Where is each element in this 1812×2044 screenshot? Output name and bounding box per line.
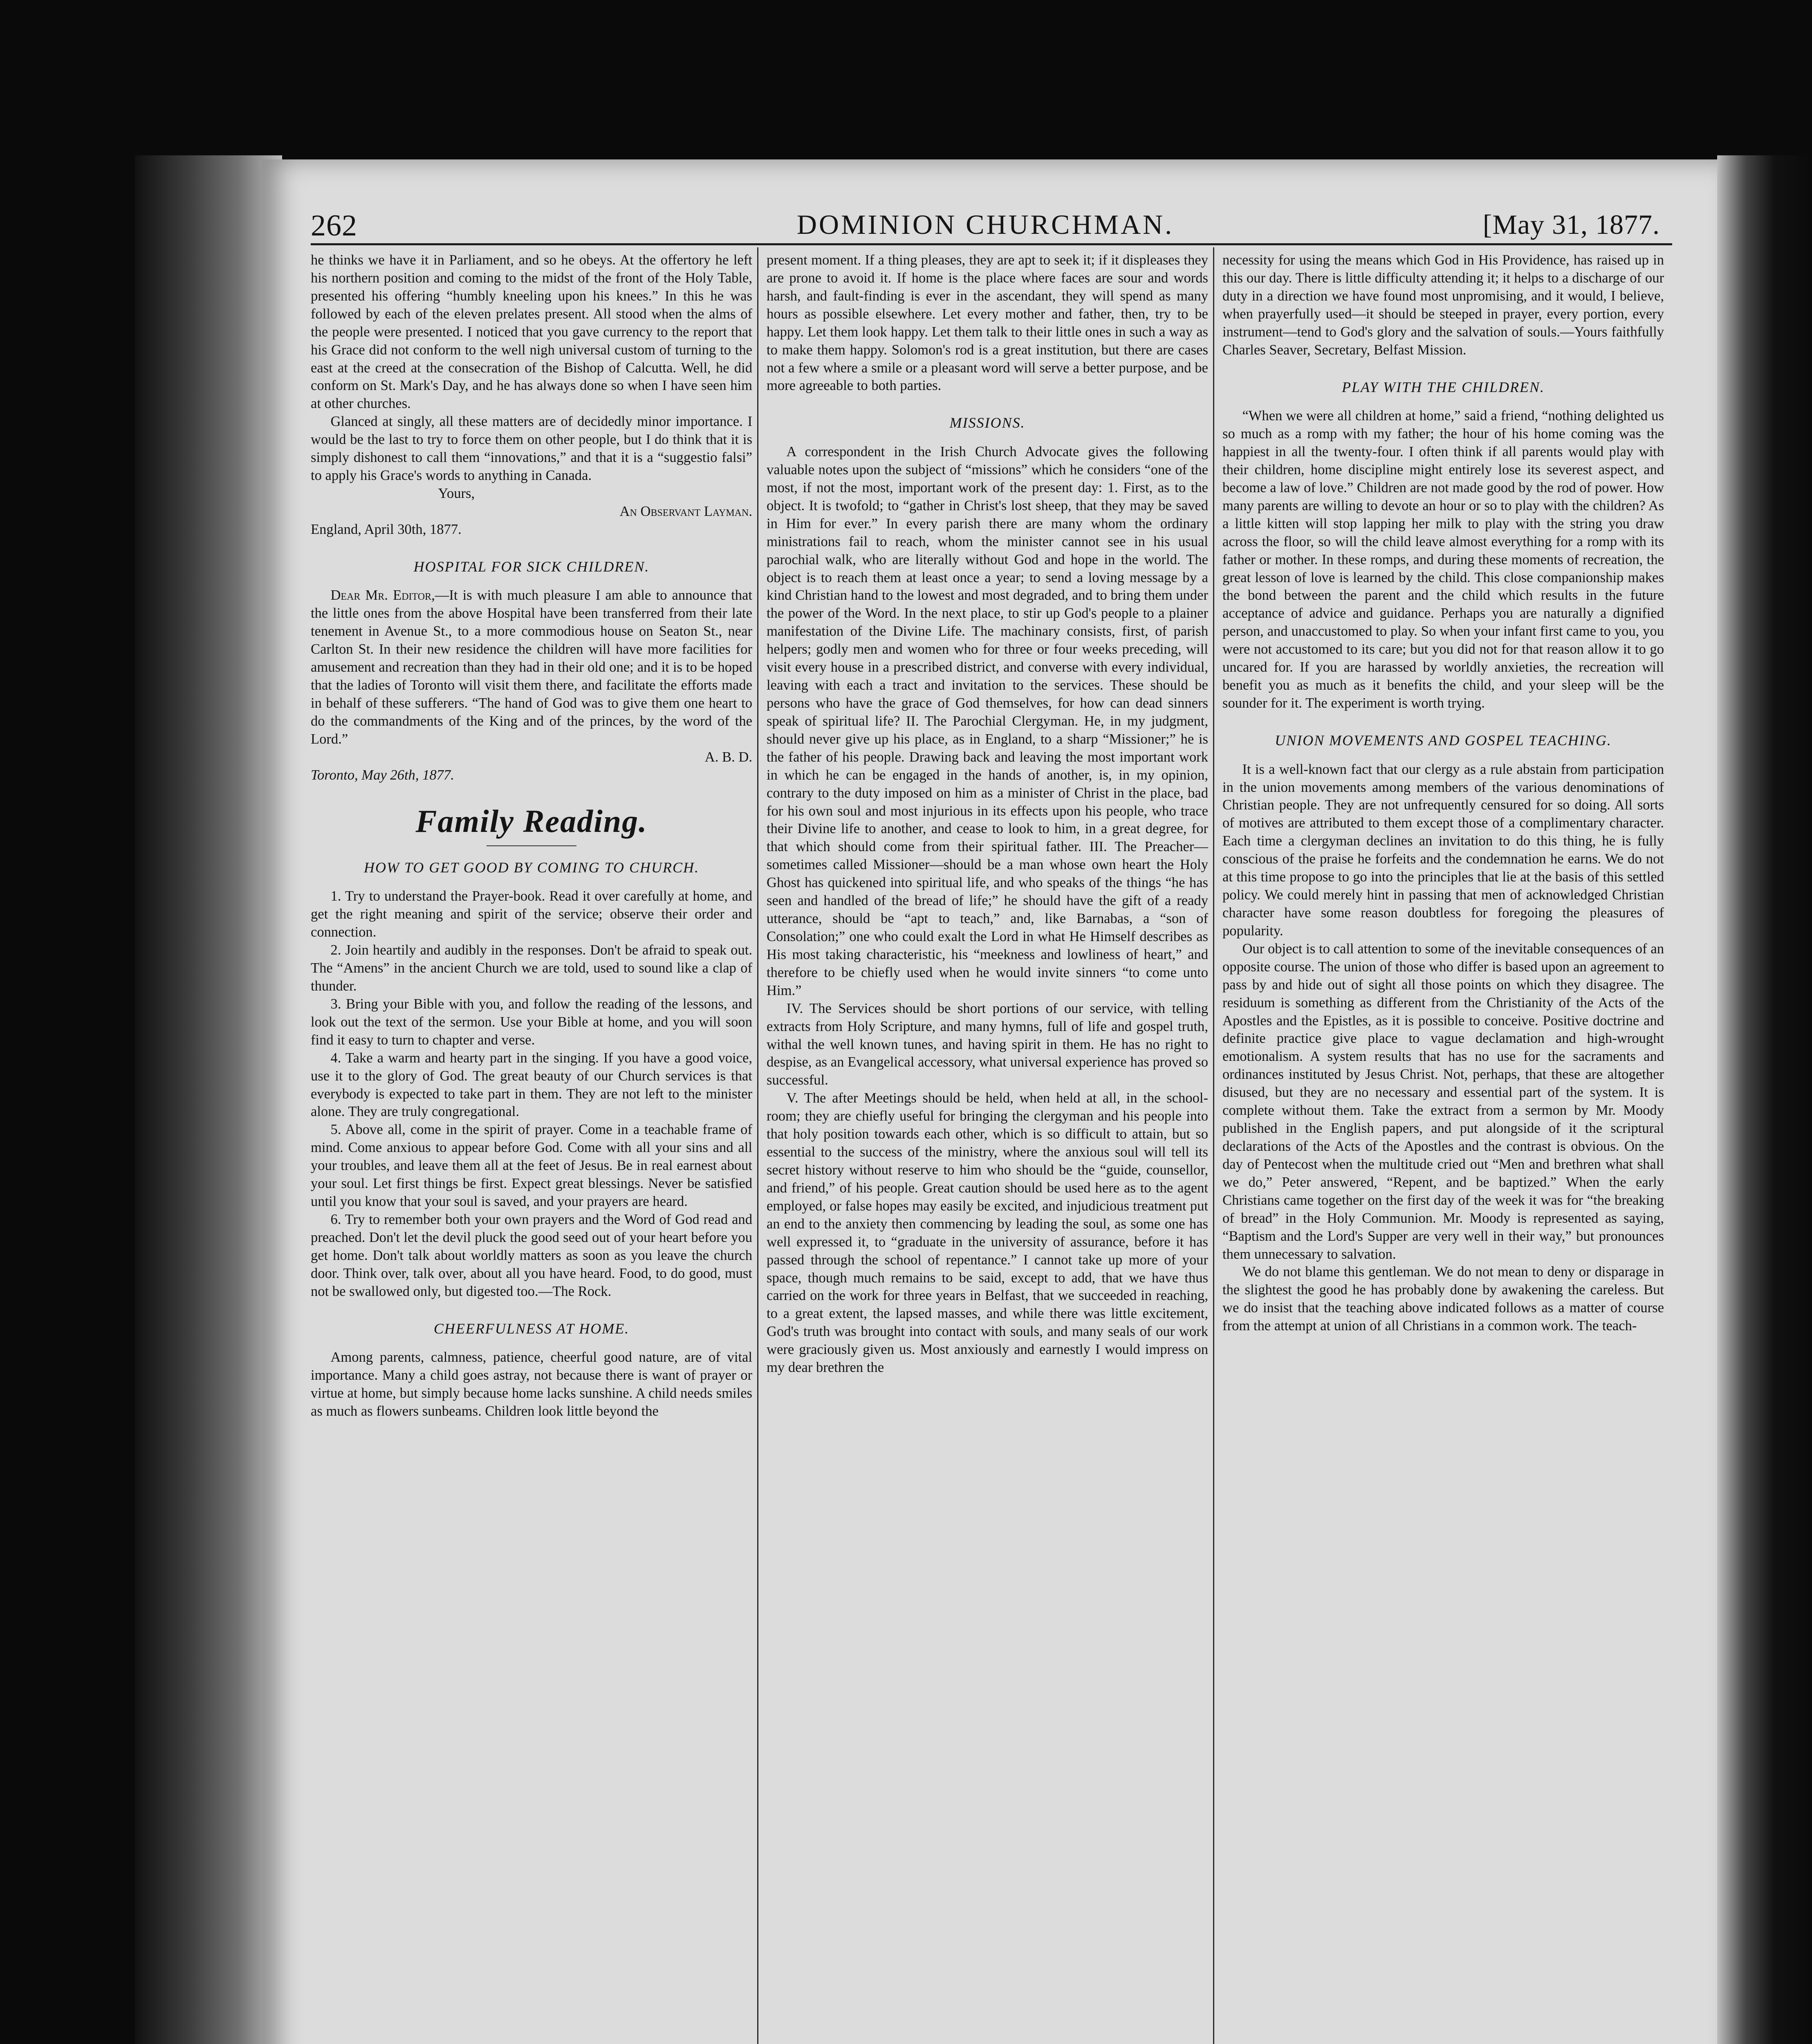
article-paragraph: “When we were all children at home,” said a friend, “nothing delighted us so much as a romp with my father; the hour of his home coming was the happiest in all the twenty-four. I often think if all parents would play with their children, home discipline might entirely lose its severest aspect, and become a law of love.” Children are not made good by the rod of power. How many parents are willing to devote an hour or so to play with the children? As a little kitten will stop lapping her milk to play with the string you draw across the floor, so will the child leave almost everything for a romp with its father or mother. In these romps, and during these moments of recreation, the great lesson of love is learned by the child. This close companionship makes the bond between the parent and the child which results in the future acceptance of advice and guidance. Perhaps you are naturally a dignified person, and unaccustomed to play. So when your infant first came to you, you were not accustomed to its care; but you did not for that reason allow it to go uncared for. If you are harassed by worldly anxieties, the recreation will benefit you as much as it benefits the child, and your sleep will be the sounder for it. The experiment is worth trying. <box>1222 408 1664 711</box>
letter-signature: An Observant Layman. <box>619 503 752 519</box>
letter-dateline: England, April 30th, 1877. <box>311 521 462 537</box>
section-heading: HOW TO GET GOOD BY COMING TO CHURCH. <box>363 859 700 876</box>
article-paragraph: V. The after Meetings should be held, when held at all, in the school-room; they are chiefly useful for bringing the clergyman and his people into that holy position towards each other, which is so difficult to attain, but so essential to the success of the ministry, where the anxious soul will tell its secret history without reserve to him who should be the “guide, counsellor, and friend,” of his people. Great caution should be used here as to the agent employed, or false hopes may easily be excited, and injudicious treatment put an end to the anxiety then commencing by leading the soul, as some one has well expressed it, to “graduate in the university of assurance, before it has passed through the school of repentance.” I cannot take up more of your space, though much remains to be said, except to add, that we have thus carried on the work for three years in Belfast, that we succeeded in reaching, to a great extent, the lapsed masses, and while there was little excitement, God's truth was brought into contact with souls, and many seals of our work were graciously given us. Most anxiously and earnestly I would impress on my dear brethren the <box>767 1090 1208 1376</box>
section-heading: CHEERFULNESS AT HOME. <box>433 1320 630 1337</box>
numbered-item: 3. Bring your Bible with you, and follow the reading of the lessons, and look out the text of the sermon. Use your Bible at home, and you will soon find it easy to turn to chapter and verse. <box>311 996 752 1048</box>
newspaper-page <box>262 159 1717 2044</box>
salutation: Dear Mr. Editor, <box>330 587 435 603</box>
issue-date: [May 31, 1877. <box>1482 209 1660 240</box>
family-reading-title: Family Reading. <box>415 803 648 839</box>
numbered-item: 2. Join heartily and audibly in the responses. Don't be afraid to speak out. The “Amens” in the ancient Church we are told, used to sound like a clap of thunder. <box>311 942 752 994</box>
column-divider <box>757 247 758 2044</box>
column-2 <box>767 251 1208 1377</box>
section-heading: HOSPITAL FOR SICK CHILDREN. <box>413 558 650 575</box>
book-binding-shadow <box>135 155 282 2044</box>
article-paragraph: Among parents, calmness, patience, cheerful good nature, are of vital importance. Many a child goes astray, not because there is want of prayer or virtue at home, but simply because home lacks sunshine. A child needs smiles as much as flowers sunbeams. Children look little beyond the <box>311 1349 752 1419</box>
numbered-item: 6. Try to remember both your own prayers and the Word of God read and preached. Don't let the devil pluck the good seed out of your heart before you get home. Don't talk about worldly matters as soon as you leave the church door. Think over, talk over, about all you have heard. Food, to do good, must not be swallowed only, but digested too.—The Rock. <box>311 1211 752 1299</box>
column-3 <box>1222 251 1664 1335</box>
column-1 <box>311 251 752 1421</box>
letter-paragraph: he thinks we have it in Parliament, and so he obeys. At the offertory he left his northern position and coming to the midst of the front of the Holy Table, presented his offering “humbly kneeling upon his knees.” In this he was followed by each of the eleven prelates present. All stood when the alms of the people were presented. I noticed that you gave currency to the report that his Grace did not conform to the well nigh universal custom of turning to the east at the creed at the consecration of the Bishop of Calcutta. Well, he did conform on St. Mark's Day, and he has always done so when I have seen him at other churches. <box>311 252 752 412</box>
section-heading: MISSIONS. <box>949 415 1025 431</box>
facing-page-edge <box>1717 155 1812 2044</box>
article-paragraph: It is a well-known fact that our clergy as a rule abstain from participation in the union movements among members of the various denominations of Christian people. They are not unfrequently censured for so doing. All sorts of motives are attributed to them except those of a complimentary character. Each time a clergyman declines an invitation to do this thing, he is fully conscious of the praise he forfeits and the condemnation he earns. We do not at this time propose to go into the principles that lie at the basis of this settled policy. We could merely hint in passing that men of acknowledged Christian character have some reason doubtless for foregoing the pleasures of popularity. <box>1222 761 1664 939</box>
article-paragraph: present moment. If a thing pleases, they are apt to seek it; if it displeases they are prone to avoid it. If home is the place where faces are sour and words harsh, and fault-finding is ever in the ascendant, they will spend as many hours as possible elsewhere. Let every mother and father, then, try to be happy. Let them look happy. Let them talk to their little ones in such a way as to make them happy. Solomon's rod is a great institution, but there are cases not a few where a smile or a pleasant word will serve a better purpose, and be more agreeable to both parties. <box>767 252 1208 394</box>
letter-paragraph: Glanced at singly, all these matters are of decidedly minor importance. I would be the last to try to force them on other people, but I do think that it is simply dishonest to call them “innovations,” and that it is a “suggestio falsi” to apply his Grace's words to anything in Canada. <box>311 414 752 484</box>
numbered-item: 5. Above all, come in the spirit of prayer. Come in a teachable frame of mind. Come anxious to appear before God. Come with all your sins and all your troubles, and leave them all at the feet of Jesus. Be in real earnest about your soul. Let first things be first. Expect great blessings. Never be satisfied until you know that your soul is saved, and your prayers are heard. <box>311 1122 752 1210</box>
hospital-signature: A. B. D. <box>704 749 752 765</box>
hospital-dateline: Toronto, May 26th, 1877. <box>311 767 454 783</box>
section-heading: UNION MOVEMENTS AND GOSPEL TEACHING. <box>1275 732 1612 749</box>
title-rule <box>487 845 576 846</box>
numbered-item: 1. Try to understand the Prayer-book. Read it over carefully at home, and get the right meaning and spirit of the service; observe their order and connection. <box>311 888 752 940</box>
article-paragraph: IV. The Services should be short portions of our service, with telling extracts from Holy Scripture, and many hymns, full of life and gospel truth, withal the well known tunes, and having spirit in them. He has no right to despise, as an Evangelical accessory, what universal experience has proved so successful. <box>767 1000 1208 1088</box>
masthead <box>311 204 1660 253</box>
section-heading: PLAY WITH THE CHILDREN. <box>1341 379 1545 395</box>
column-divider <box>1213 247 1214 2044</box>
article-paragraph: Our object is to call attention to some of the inevitable consequences of an opposite course. The union of those who differ is based upon an agreement to pass by and hide out of sight all those points on which they disagree. The residuum is something as different from the Christianity of the Acts of the Apostles and the Epistles, as it is possible to conceive. Positive doctrine and definite practice give place to vague declamation and high-wrought emotionalism. A system results that has no use for the sacraments and ordinances instituted by Jesus Christ. Not, perhaps, that these are altogether disused, but they are no necessary and essential part of the system. It is complete without them. Take the extract from a sermon by Mr. Moody published in the English papers, and put alongside of it the scriptural declarations of the Acts of the Apostles and the contrast is obvious. On the day of Pentecost when the multitude cried out “Men and brethren what shall we do,” Peter answered, “Repent, and be baptized.” When the early Christians came together on the first day of the week it was for “the breaking of bread” in the Holy Communion. Mr. Moody is represented as saying, “Baptism and the Lord's Supper are very well in their way,” but pronounces them unnecessary to salvation. <box>1222 941 1664 1262</box>
letter-closing: Yours, <box>438 485 475 501</box>
numbered-item: 4. Take a warm and hearty part in the singing. If you have a good voice, use it to the glory of God. The great beauty of our Church services is that everybody is expected to take part in them. They are not left to the minister alone. They are truly congregational. <box>311 1050 752 1120</box>
hospital-letter-body: —It is with much pleasure I am able to announce that the little ones from the above Hospital have been transferred from their late tenement in Avenue St., to a more commodious house on Seaton St., near Carlton St. In their new residence the children will have more facilities for amusement and recreation than they had in their old one; and it is to be hoped that the ladies of Toronto will visit them there, and facilitate the efforts made in behalf of these sufferers. “The hand of God was to give them one heart to do the commandments of the King and of the princes, by the word of the Lord.” <box>311 587 752 747</box>
article-paragraph: A correspondent in the Irish Church Advocate gives the following valuable notes upon the subject of “missions” which he considers “one of the most, if not the most, important work of the present day: 1. First, as to the object. It is twofold; to “gather in Christ's lost sheep, that they may be saved in Him for ever.” In every parish there are many whom the ordinary ministrations fail to reach, whom the minister cannot see in his usual parochial walk, who are literally without God and hope in the world. The object is to reach them at least once a year; to send a loving message by a kind Christian hand to the lowest and most degraded, and to bring them under the power of the Word. In the next place, to stir up God's people to a plainer manifestation of the Divine Life. The machinary consists, first, of parish helpers; godly men and women who for three or four weeks preceding, will visit every house in a prescribed district, and converse with every individual, leaving with each a tract and invitation to the services. These should be persons who have the grace of God themselves, for how can dead sinners speak of spiritual life? II. The Parochial Clergyman. He, in my judgment, should never give up his place, as in England, to a sharp “Missioner;” he is the father of his people. Drawing back and leaving the most important work in which he can be engaged in the hands of another, is, in my opinion, contrary to the duty imposed on him as a minister of Christ in the place, bad for his own soul and most injurious in its effects upon his people, who trace their Divine life to another, and cease to look to him, in a great degree, for that which should come from their spiritual father. III. The Preacher—sometimes called Missioner—should be a man whose own heart the Holy Ghost has quickened into spiritual life, and who speaks of the things “he has seen and handled of the bread of life;” he should have the gift of a ready utterance, should be “apt to teach,” and, like Barnabas, a “son of Consolation;” one who could exalt the Lord in what He Himself describes as His most taking characteristic, his “meekness and lowliness of heart,” and therefore to be chiefly used when he would invite sinners “to come unto Him.” <box>767 444 1208 998</box>
publication-title: DOMINION CHURCHMAN. <box>796 209 1174 240</box>
page-number: 262 <box>311 209 357 242</box>
masthead-rule <box>311 243 1672 245</box>
article-paragraph: necessity for using the means which God in His Providence, has raised up in this our day. There is little difficulty attending it; it helps to a discharge of our duty in a direction we have found most unpromising, and it would, I believe, when prayerfully used—it should be steeped in prayer, every portion, every instrument—tend to God's glory and the salvation of souls.—Yours faithfully Charles Seaver, Secretary, Belfast Mission. <box>1222 252 1664 358</box>
article-paragraph: We do not blame this gentleman. We do not mean to deny or disparage in the slightest the good he has probably done by awakening the careless. But we do insist that the teaching above indicated follows as a matter of course from the attempt at union of all Christians in a common work. The teach- <box>1222 1264 1664 1334</box>
